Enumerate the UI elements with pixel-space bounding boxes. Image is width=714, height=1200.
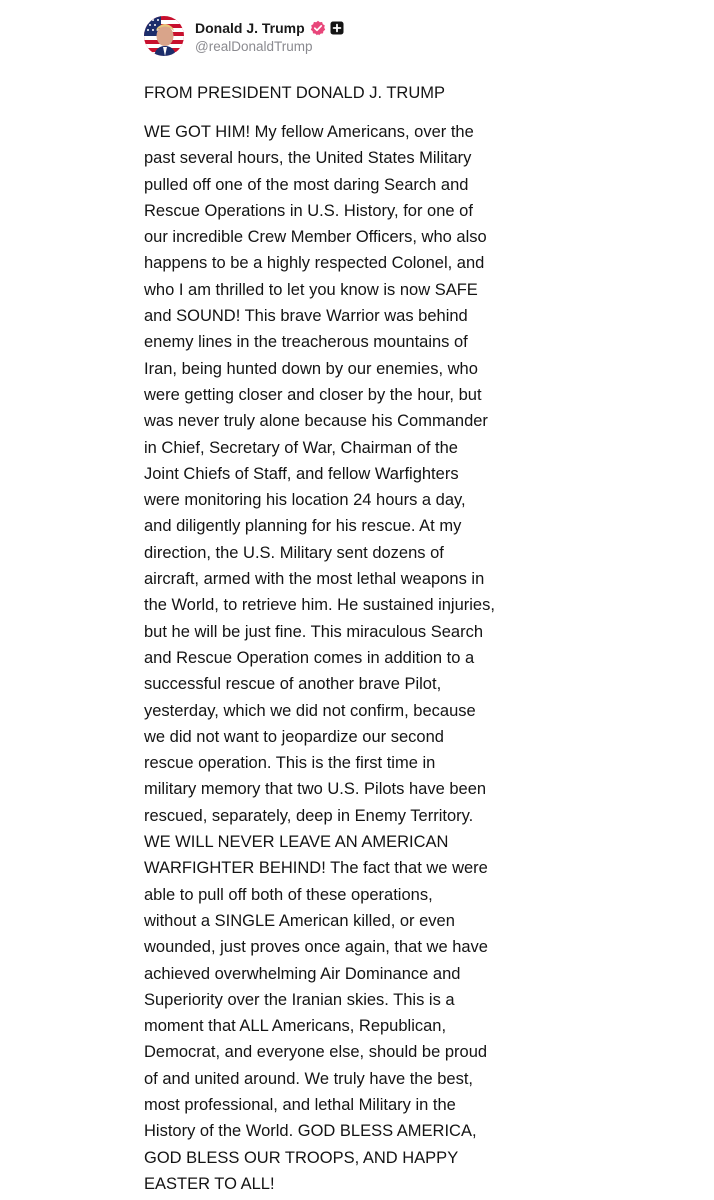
- plus-badge-icon: [330, 21, 344, 35]
- post-body-line: and diligently planning for his rescue. At my: [144, 517, 462, 536]
- post-body-line: wounded, just proves once again, that we have: [144, 938, 488, 957]
- post-body-line: History of the World. GOD BLESS AMERICA,: [144, 1122, 477, 1141]
- post-body-line: WARFIGHTER BEHIND! The fact that we were: [144, 859, 488, 878]
- post-body-line: were monitoring his location 24 hours a day,: [144, 491, 466, 510]
- post-body-line: Democrat, and everyone else, should be proud: [144, 1043, 488, 1062]
- post-body-line: Joint Chiefs of Staff, and fellow Warfighters: [144, 464, 459, 483]
- post-body-line: successful rescue of another brave Pilot,: [144, 675, 442, 694]
- post-body-line: was never truly alone because his Commander: [144, 412, 488, 431]
- post-body-line: without a SINGLE American killed, or even: [144, 911, 455, 930]
- post-body-line: aircraft, armed with the most lethal weapons in: [144, 570, 485, 589]
- post-body-line: but he will be just fine. This miraculous Search: [144, 622, 484, 641]
- author-handle[interactable]: @realDonaldTrump: [195, 39, 313, 54]
- post-body-line: and Rescue Operation comes in addition to a: [144, 648, 475, 667]
- post-body-line: pulled off one of the most daring Search and: [144, 175, 469, 194]
- post-body-line: the World, to retrieve him. He sustained injuries,: [144, 596, 495, 615]
- flag-portrait-avatar-icon: [144, 16, 184, 56]
- author-display-name[interactable]: Donald J. Trump: [195, 20, 305, 36]
- post-body-line: Iran, being hunted down by our enemies, who: [144, 359, 478, 378]
- post-body-line: moment that ALL Americans, Republican,: [144, 1017, 447, 1036]
- post-body-line: rescued, separately, deep in Enemy Territory.: [144, 806, 474, 825]
- post-body: [144, 119, 524, 1197]
- post-body-line: happens to be a highly respected Colonel, and: [144, 254, 485, 273]
- post-body-line: achieved overwhelming Air Dominance and: [144, 964, 461, 983]
- post-body-line: enemy lines in the treacherous mountains of: [144, 333, 468, 352]
- post-body-line: GOD BLESS OUR TROOPS, AND HAPPY: [144, 1148, 459, 1167]
- post-body-line: of and united around. We truly have the best,: [144, 1069, 473, 1088]
- post-header: [144, 14, 344, 58]
- post-body-line: WE WILL NEVER LEAVE AN AMERICAN: [144, 833, 449, 852]
- post-body-line: we did not want to jeopardize our second: [144, 727, 444, 746]
- post-body-line: WE GOT HIM! My fellow Americans, over the: [144, 123, 474, 141]
- post-body-line: and SOUND! This brave Warrior was behind: [144, 307, 468, 326]
- post-body-line: past several hours, the United States Military: [144, 149, 472, 168]
- verified-badge-icon: [310, 20, 326, 36]
- post-heading: FROM PRESIDENT DONALD J. TRUMP: [144, 84, 446, 102]
- avatar[interactable]: [144, 16, 184, 56]
- post-body-line: able to pull off both of these operations,: [144, 885, 433, 904]
- post-body-line: our incredible Crew Member Officers, who also: [144, 228, 487, 247]
- post-body-line: were getting closer and closer by the hour, but: [144, 385, 482, 404]
- post-body-line: rescue operation. This is the first time in: [144, 754, 436, 773]
- post-body-line: military memory that two U.S. Pilots have been: [144, 780, 487, 799]
- post-body-line: who I am thrilled to let you know is now SAFE: [144, 280, 478, 299]
- post-body-line: yesterday, which we did not confirm, because: [144, 701, 476, 720]
- post-body-line: in Chief, Secretary of War, Chairman of the: [144, 438, 458, 457]
- name-row: [195, 18, 344, 38]
- post-body-line: direction, the U.S. Military sent dozens of: [144, 543, 444, 562]
- post-body-line: EASTER TO ALL!: [144, 1174, 275, 1193]
- post-body-line: Superiority over the Iranian skies. This is a: [144, 990, 455, 1009]
- post-body-line: Rescue Operations in U.S. History, for one of: [144, 201, 473, 220]
- post-body-line: most professional, and lethal Military in the: [144, 1095, 456, 1114]
- author-identity: [195, 18, 344, 54]
